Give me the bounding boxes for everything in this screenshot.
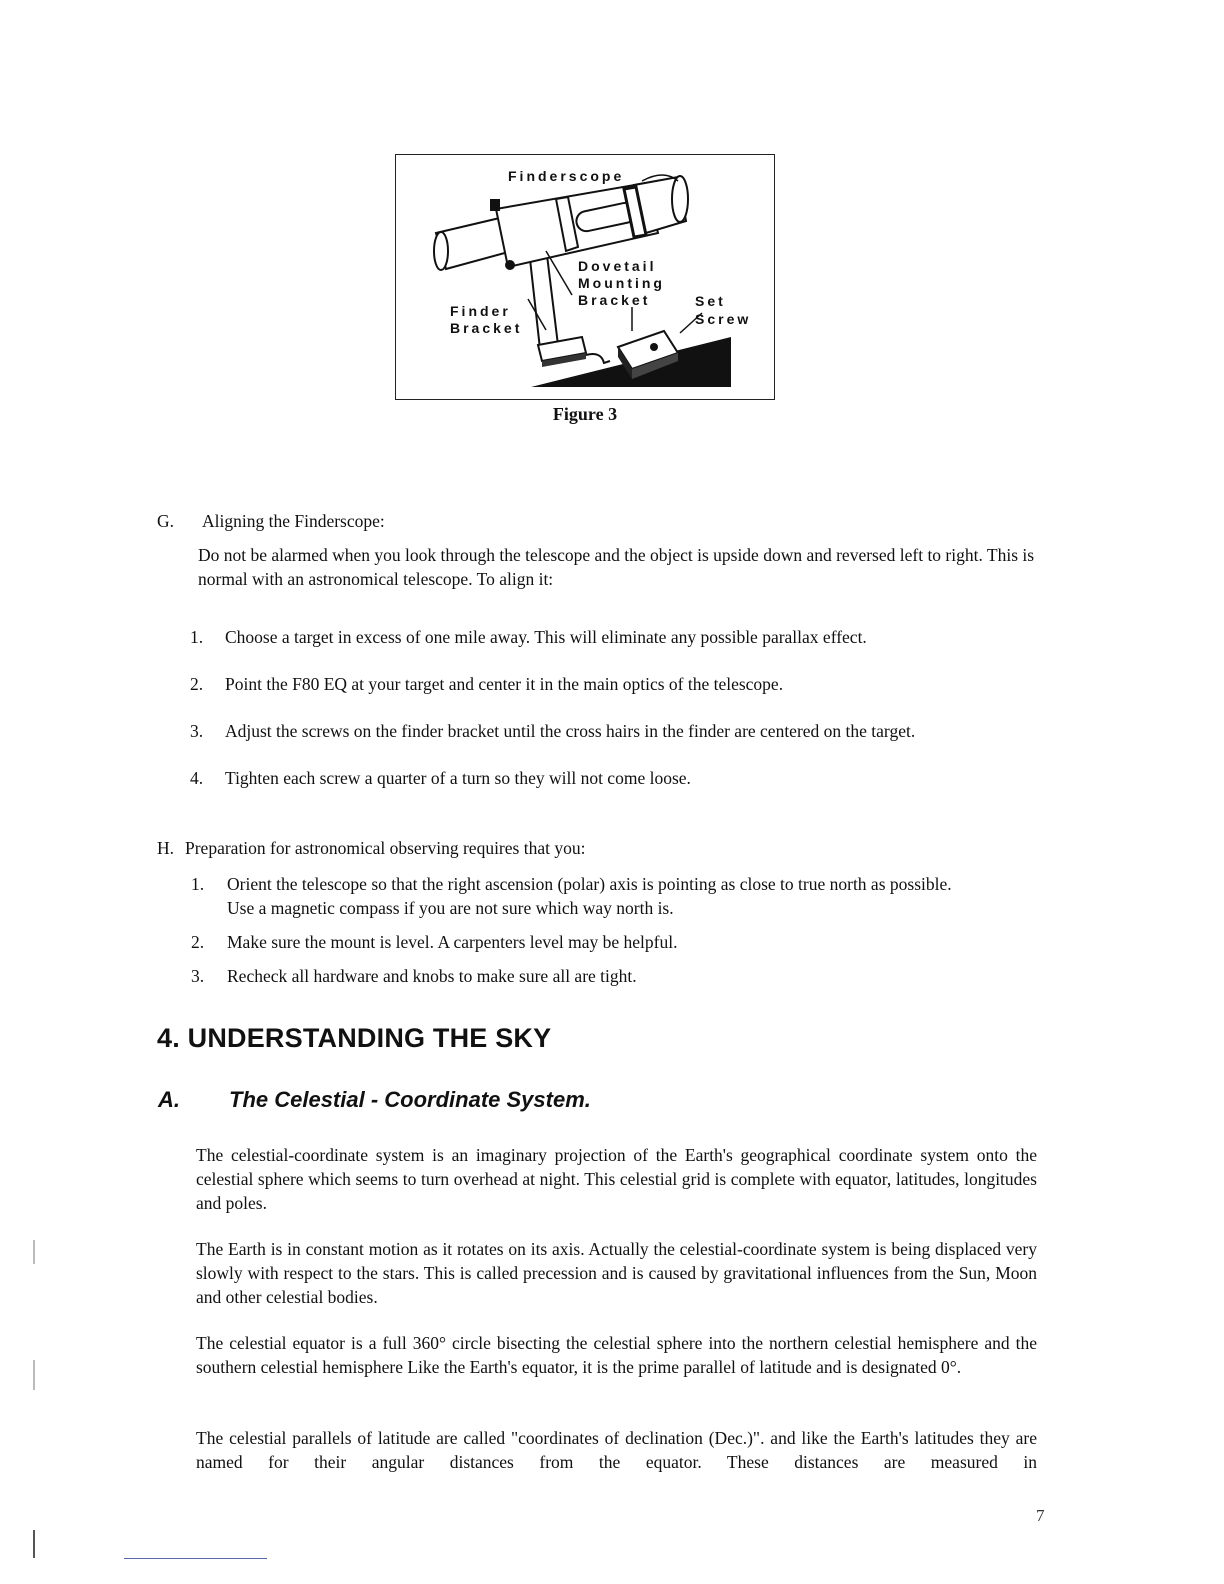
figure-3-diagram (395, 154, 775, 400)
g-step-4-text: Tighten each screw a quarter of a turn so they will not come loose. (225, 768, 691, 788)
h-step-3-number: 3. (191, 966, 205, 986)
g-step-3-number: 3. (190, 721, 204, 741)
paragraph-4: The celestial parallels of latitude are called "coordinates of declination (Dec.)". and like the Earth's latitudes they are named for their angular distances from the equator. These distances are measured in (196, 1428, 1037, 1472)
section-h-letter: H. (157, 838, 175, 858)
label-set: Set (695, 293, 726, 309)
paragraph-1: The celestial-coordinate system is an imaginary projection of the Earth's geographical coordinate system onto the celestial sphere which seems to turn overhead at night. This celestial grid is complete with equator, latitudes, longitudes and poles. (196, 1145, 1037, 1213)
section-g-title: Aligning the Finderscope: (202, 511, 385, 531)
section-h-title: Preparation for astronomical observing requires that you: (185, 838, 586, 858)
label-dovetail-line1: Dovetail (578, 258, 657, 274)
label-finder: Finder (450, 303, 511, 319)
scan-artifact (33, 1360, 35, 1390)
g-step-1-number: 1. (190, 627, 204, 647)
g-step-3-text: Adjust the screws on the finder bracket until the cross hairs in the finder are centered on the target. (225, 721, 916, 741)
chapter-heading: 4. UNDERSTANDING THE SKY (157, 1023, 552, 1053)
g-step-4-number: 4. (190, 768, 204, 788)
g-step-2-text: Point the F80 EQ at your target and center it in the main optics of the telescope. (225, 674, 784, 694)
scan-artifact (33, 1240, 35, 1264)
scan-artifact (33, 1530, 35, 1558)
figure-caption: Figure 3 (552, 404, 618, 424)
label-screw: Screw (695, 311, 752, 327)
label-dovetail-line2: Mounting (578, 275, 665, 291)
g-step-2-number: 2. (190, 674, 204, 694)
subsection-letter: A. (158, 1087, 180, 1112)
subsection-title: The Celestial - Coordinate System. (229, 1087, 591, 1112)
label-bracket: Bracket (450, 320, 523, 336)
h-step-1-text: Orient the telescope so that the right ascension (polar) axis is pointing as close to true north as possible. Use a magnetic compass if you are not sure which way north is. (227, 874, 952, 918)
footer-rule (124, 1558, 267, 1559)
paragraph-2: The Earth is in constant motion as it rotates on its axis. Actually the celestial-coordinate system is being displaced very slowly with respect to the stars. This is called precession and is caused by gravitational influences from the Sun, Moon and other celestial bodies. (196, 1239, 1037, 1307)
label-dovetail-line3: Bracket (578, 292, 651, 308)
h-step-3-text: Recheck all hardware and knobs to make sure all are tight. (227, 966, 637, 986)
section-g-intro: Do not be alarmed when you look through the telescope and the object is upside down and reversed left to right. This is normal with an astronomical telescope. To align it: (198, 545, 1035, 589)
page-number: 7 (1036, 1506, 1045, 1525)
h-step-2-number: 2. (191, 932, 205, 952)
section-g-letter: G. (157, 511, 175, 531)
finderscope-tube-shape (434, 176, 688, 270)
h-step-2-text: Make sure the mount is level. A carpenters level may be helpful. (227, 932, 678, 952)
g-step-1-text: Choose a target in excess of one mile away. This will eliminate any possible parallax effect. (225, 627, 867, 647)
paragraph-3: The celestial equator is a full 360° circle bisecting the celestial sphere into the northern celestial hemisphere and the southern celestial hemisphere Like the Earth's equator, it is the prime parallel of latitude and is designated 0°. (196, 1333, 1037, 1377)
label-finderscope: Finderscope (508, 168, 625, 184)
h-step-1-number: 1. (191, 874, 205, 894)
